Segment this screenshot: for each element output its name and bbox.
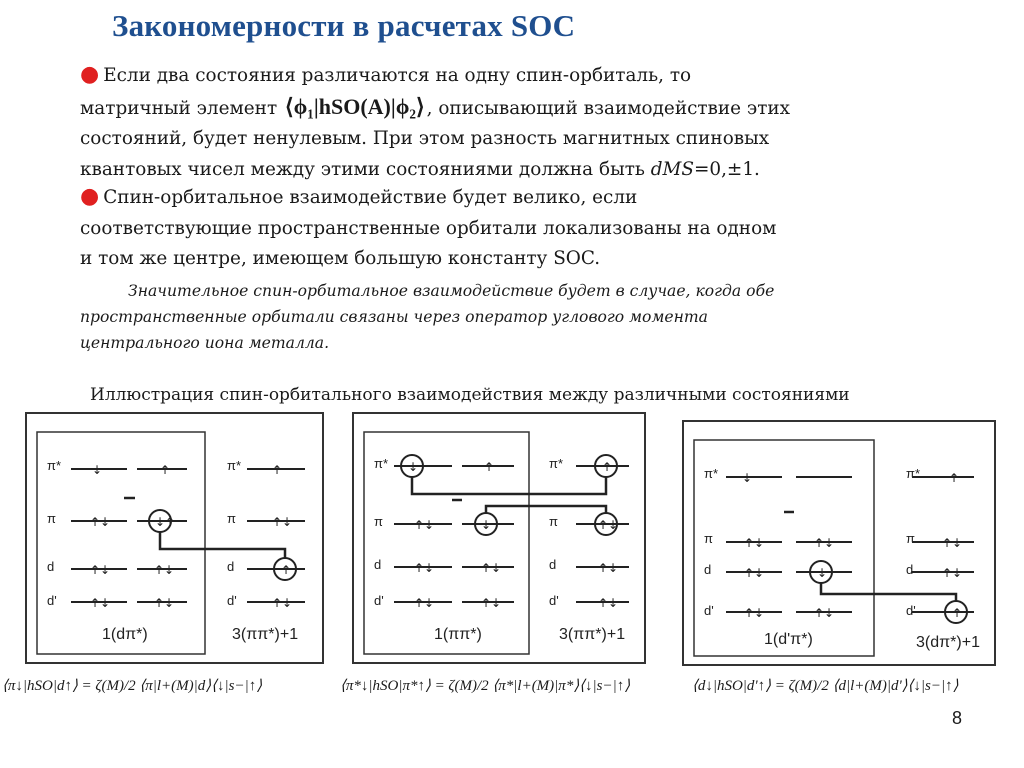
svg-text:π: π [906,531,915,546]
bullet-icon: ● [80,62,100,87]
svg-text:π*: π* [549,456,564,471]
diagram-panel-3 [682,420,996,666]
p2-line3: и том же центре, имеющем большую константу SOC. [80,248,601,269]
svg-text:d': d' [704,603,714,618]
equations-row [0,662,1024,722]
p1-line2-post: , описывающий взаимодействие этих [426,97,790,119]
italic-note [80,278,930,356]
svg-text:d': d' [374,593,384,608]
svg-text:↓: ↓ [817,566,828,580]
svg-text:↑↓: ↑↓ [744,566,765,580]
svg-text:↑↓: ↑↓ [90,596,111,610]
svg-text:↑↓: ↑↓ [814,536,835,550]
matrix-element: ⟨ϕ₁|hSO(A)|ϕ₂⟩ [284,93,425,119]
note-line1: Значительное спин-орбитальное взаимодействие будет в случае, когда обе [128,282,775,300]
svg-text:↑↓: ↑↓ [414,561,435,575]
svg-text:π: π [47,511,56,526]
svg-text:d': d' [906,603,916,618]
right-state-label-1: 3(ππ*)+1 [232,626,299,643]
p1-line4-post: =0,±1. [693,158,760,180]
svg-text:π*: π* [704,466,719,481]
svg-text:d: d [549,557,557,572]
svg-text:↑↓: ↑↓ [154,563,175,577]
orbital-diagram-1 [27,414,322,662]
svg-text:π: π [549,514,558,529]
orbital-diagram-2 [354,414,644,662]
svg-text:d': d' [47,593,57,608]
svg-text:↑: ↑ [484,460,495,474]
equation-1: ⟨π↓|hSO|d↑⟩ = ζ(M)/2 ⟨π|l+(M)|d⟩⟨↓|s−|↑⟩ [2,678,263,694]
svg-text:d: d [47,559,55,574]
svg-text:↑↓: ↑↓ [744,606,765,620]
svg-text:↑: ↑ [160,463,171,477]
svg-text:↑↓: ↑↓ [942,566,963,580]
svg-text:d: d [374,557,382,572]
left-state-label-3: 1(d'π*) [764,631,813,648]
svg-text:d': d' [549,593,559,608]
paragraph-2 [80,182,930,275]
note-line2: пространственные орбитали связаны через оператор углового момента [80,308,708,326]
svg-text:↓↑: ↓↑ [155,515,176,529]
equation-3: ⟨d↓|hSO|d'↑⟩ = ζ(M)/2 ⟨d|l+(M)|d'⟩⟨↓|s−|↑⟩ [692,678,959,694]
svg-text:↑↓: ↑↓ [414,596,435,610]
svg-text:↑: ↑ [272,463,283,477]
p1-line4-pre: квантовых чисел между этими состояниями должна быть [80,158,651,180]
svg-text:↑↓: ↑↓ [942,536,963,550]
svg-text:↓: ↓ [742,471,753,485]
page-number: 8 [951,708,962,728]
svg-text:↑↓: ↑↓ [481,561,502,575]
svg-text:↑↓: ↑↓ [414,518,435,532]
right-state-label-2: 3(ππ*)+1 [559,626,626,643]
diagram-panel-1 [25,412,324,664]
svg-text:↓: ↓ [408,460,419,474]
svg-text:↑↓: ↑↓ [90,515,111,529]
svg-text:↑: ↑ [952,606,963,620]
svg-text:↑↓: ↑↓ [154,596,175,610]
svg-text:π: π [374,514,383,529]
svg-text:π*: π* [374,456,389,471]
svg-text:d: d [906,562,914,577]
orbital-diagram-3 [684,422,994,664]
svg-text:↓: ↓ [92,463,103,477]
svg-text:π: π [227,511,236,526]
right-state-label-3: 3(dπ*)+1 [916,634,980,651]
svg-text:d': d' [227,593,237,608]
svg-text:π*: π* [47,458,62,473]
note-line3: центрального иона металла. [80,334,330,352]
svg-text:↑↓: ↑↓ [481,596,502,610]
left-state-label-1: 1(dπ*) [102,626,148,643]
p1-line3: состояний, будет ненулевым. При этом разность магнитных спиновых [80,128,770,149]
bullet-icon: ● [80,184,100,209]
equation-2: ⟨π*↓|hSO|π*↑⟩ = ζ(M)/2 ⟨π*|l+(M)|π*⟩⟨↓|s−|↑⟩ [340,678,631,694]
svg-text:↑↓: ↑↓ [598,518,619,532]
p2-line1: Спин-орбитальное взаимодействие будет велико, если [103,187,638,208]
svg-text:π*: π* [906,466,921,481]
p2-line2: соответствующие пространственные орбитали локализованы на одном [80,217,777,239]
svg-text:↑↓: ↑↓ [814,606,835,620]
svg-text:↑↓: ↑↓ [744,536,765,550]
svg-text:↑: ↑ [281,563,292,577]
p1-line2-pre: матричный элемент [80,97,278,119]
svg-text:↑↓: ↑↓ [272,515,293,529]
svg-text:↑↓: ↑↓ [598,561,619,575]
svg-text:d: d [227,559,235,574]
svg-text:↑: ↑ [602,460,613,474]
svg-text:↑↓: ↑↓ [90,563,111,577]
svg-text:↑↓: ↑↓ [598,596,619,610]
svg-text:↑: ↑ [949,471,960,485]
svg-text:d: d [704,562,712,577]
svg-text:π*: π* [227,458,242,473]
diagram-panel-2 [352,412,646,664]
slide-title: Закономерности в расчетах SOC [112,8,576,43]
p1-line1: Если два состояния различаются на одну спин-орбиталь, то [103,65,692,86]
svg-text:↓: ↓ [481,518,492,532]
left-state-label-2: 1(ππ*) [434,626,482,643]
paragraph-1 [80,60,930,185]
svg-text:↑↓: ↑↓ [272,596,293,610]
dms-symbol: dMS [650,158,694,180]
figure-caption: Иллюстрация спин-орбитального взаимодействия между различными состояниями [90,385,850,405]
svg-text:π: π [704,531,713,546]
